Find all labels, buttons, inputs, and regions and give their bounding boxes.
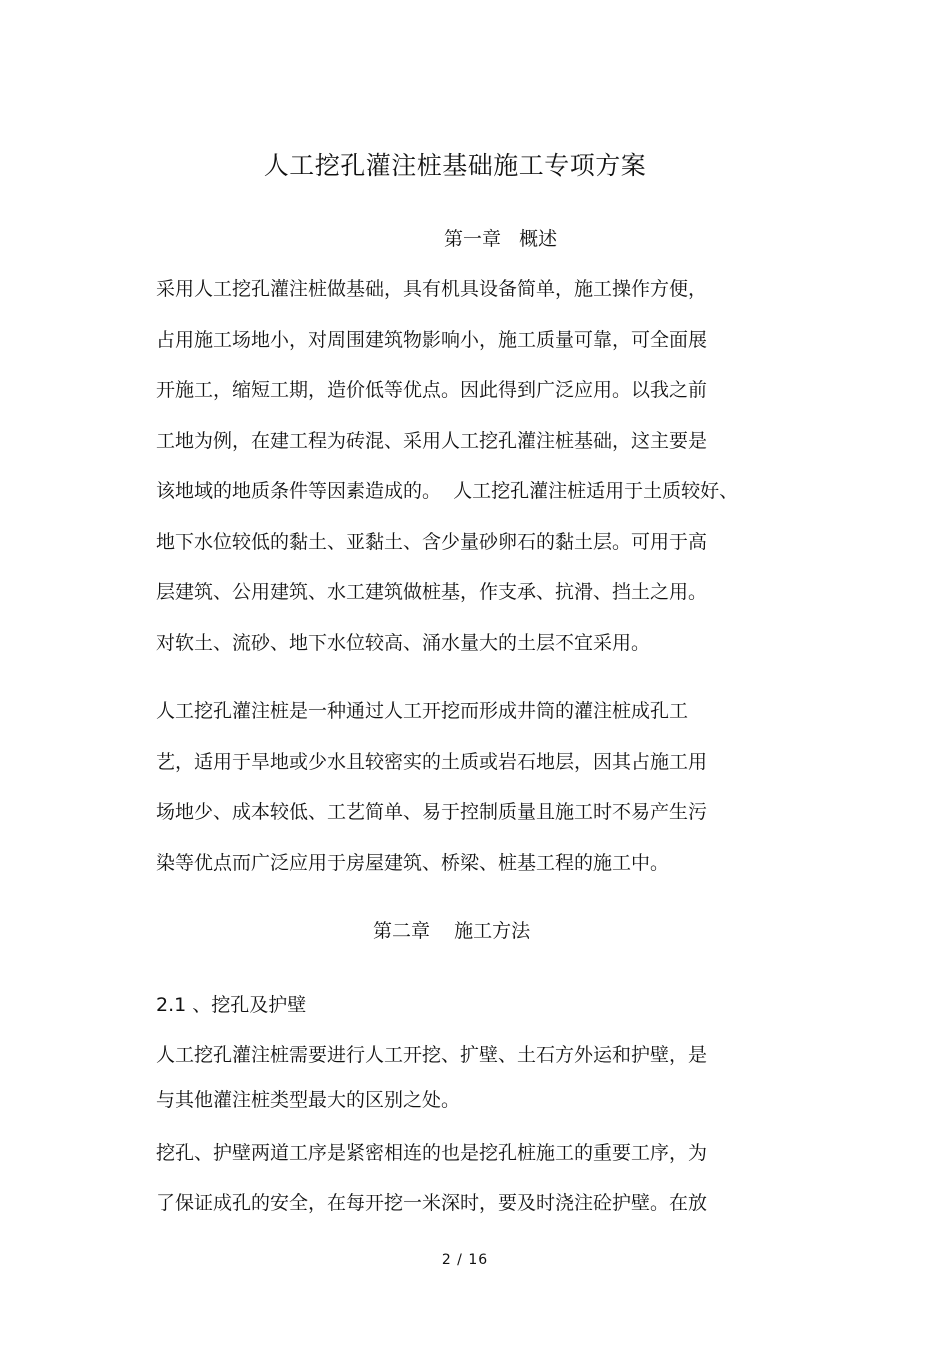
document-title: 人工挖孔灌注桩基础施工专项方案	[263, 151, 647, 180]
page-number: 2 / 16	[441, 1252, 489, 1268]
paragraph-excavation-2	[156, 1138, 796, 1238]
paragraph-line: 采用人工挖孔灌注桩做基础，具有机具设备简单，施工操作方便，	[156, 278, 708, 300]
paragraph-line: 场地少、成本较低、工艺简单、易于控制质量且施工时不易产生污	[156, 801, 708, 823]
paragraph-line: 工地为例，在建工程为砖混、采用人工挖孔灌注桩基础，这主要是	[156, 429, 708, 452]
paragraph-line: 层建筑、公用建筑、水工建筑做桩基，作支承、抗滑、挡土之用。	[156, 581, 708, 603]
paragraph-line: 与其他灌注桩类型最大的区别之处。	[156, 1089, 461, 1111]
paragraph-line: 了保证成孔的安全，在每开挖一米深时，要及时浇注砼护壁。在放	[156, 1192, 708, 1214]
section-heading-2-1: 2.1 、挖孔及护壁	[156, 994, 307, 1016]
paragraph-line: 占用施工场地小，对周围建筑物影响小，施工质量可靠，可全面展	[156, 328, 708, 351]
chapter-heading-2: 第二章 施工方法	[373, 920, 531, 942]
paragraph-excavation-1	[156, 1040, 796, 1130]
paragraph-overview-2	[156, 696, 796, 898]
paragraph-line: 艺，适用于旱地或少水且较密实的土质或岩石地层，因其占施工用	[156, 750, 708, 773]
paragraph-line: 地下水位较低的黏土、亚黏土、含少量砂卵石的黏土层。可用于高	[156, 530, 708, 553]
paragraph-line: 人工挖孔灌注桩是一种通过人工开挖而形成井筒的灌注桩成孔工	[156, 700, 689, 722]
paragraph-line: 开施工，缩短工期，造价低等优点。因此得到广泛应用。以我之前	[156, 379, 708, 401]
paragraph-line: 该地域的地质条件等因素造成的。 人工挖孔灌注桩适用于土质较好、	[156, 480, 739, 502]
paragraph-line: 对软土、流砂、地下水位较高、涌水量大的土层不宜采用。	[156, 631, 651, 654]
paragraph-line: 挖孔、护壁两道工序是紧密相连的也是挖孔桩施工的重要工序，为	[156, 1142, 708, 1164]
chapter-heading-1: 第一章 概述	[444, 228, 558, 250]
paragraph-line: 染等优点而广泛应用于房屋建筑、桥梁、桩基工程的施工中。	[156, 851, 670, 874]
paragraph-overview-1	[156, 274, 796, 678]
paragraph-line: 人工挖孔灌注桩需要进行人工开挖、扩壁、土石方外运和护壁，是	[156, 1044, 708, 1066]
